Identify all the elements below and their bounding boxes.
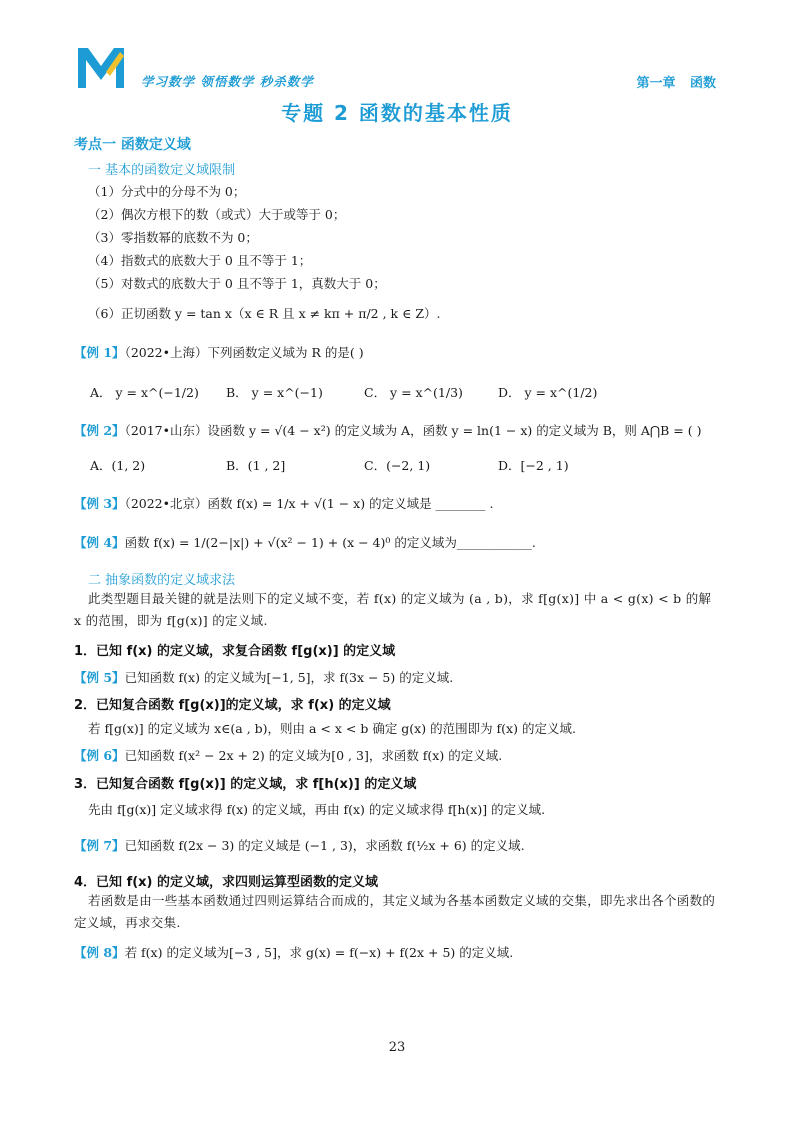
chapter-label: 第一章 函数	[636, 76, 716, 91]
method-paragraph: 先由 f[g(x)] 定义域求得 f(x) 的定义域，再由 f(x) 的定义域求得 f[h(x)] 的定义域.	[88, 802, 546, 817]
example-text: （2022•北京）函数 f(x) = 1/x + √(1 − x) 的定义域是 ________ .	[124, 496, 494, 511]
example-3	[74, 494, 494, 512]
example-text: 已知函数 f(x² − 2x + 2) 的定义域为[0 , 3]，求函数 f(x) 的定义域.	[124, 748, 503, 763]
example-tag: 【例 5】	[74, 670, 125, 685]
method-paragraph: 若 f[g(x)] 的定义域为 x∈(a , b)，则由 a < x < b 确定 g(x) 的范围即为 f(x) 的定义域.	[88, 721, 576, 736]
option-c: C．(−2, 1)	[364, 458, 431, 473]
page-title: 专题 2 函数的基本性质	[281, 101, 513, 125]
example-5	[74, 668, 453, 686]
subsection-heading: 二 抽象函数的定义域求法	[88, 573, 236, 588]
option-c: C． y = x^(1/3)	[364, 385, 463, 400]
method-heading: 3．已知复合函数 f[g(x)] 的定义域，求 f[h(x)] 的定义域	[74, 777, 417, 792]
option-b: B． y = x^(−1)	[226, 385, 323, 400]
example-tag: 【例 4】	[74, 535, 125, 550]
example-text: （2017•山东）设函数 y = √(4 − x²) 的定义域为 A，函数 y = ln(1 − x) 的定义域为 B，则 A⋂B = ( )	[124, 423, 702, 438]
example-tag: 【例 3】	[74, 496, 125, 511]
rule-item: （6）正切函数 y = tan x（x ∈ R 且 x ≠ kπ + π/2 , k ∈ Z）.	[88, 306, 441, 321]
example-tag: 【例 8】	[74, 945, 125, 960]
method-paragraph: 若函数是由一些基本函数通过四则运算结合而成的，其定义域为各基本函数定义域的交集，即先求出各个函数的定义域，再求交集.	[74, 893, 716, 930]
subsection-heading: 一 基本的函数定义域限制	[88, 163, 236, 178]
example-text: 已知函数 f(2x − 3) 的定义域是 (−1 , 3)，求函数 f(½x + 6) 的定义域.	[124, 838, 525, 853]
example-8	[74, 943, 513, 961]
option-b: B．(1 , 2]	[226, 458, 286, 473]
intro-paragraph: 此类型题目最关键的就是法则下的定义域不变，若 f(x) 的定义域为 (a , b)，求 f[g(x)] 中 a < g(x) < b 的解 x 的范围，即为 f[g(x)] 的定义域.	[74, 591, 712, 628]
logo	[76, 44, 126, 90]
example-7	[74, 836, 525, 854]
example-text: 函数 f(x) = 1/(2−|x|) + √(x² − 1) + (x − 4)⁰ 的定义域为____________.	[124, 535, 536, 550]
example-tag: 【例 6】	[74, 748, 125, 763]
example-6	[74, 746, 502, 764]
example-tag: 【例 1】	[74, 345, 125, 360]
option-d: D．[−2 , 1)	[498, 458, 569, 473]
page-number: 23	[388, 1040, 406, 1055]
method-heading: 2．已知复合函数 f[g(x)]的定义域，求 f(x) 的定义域	[74, 698, 391, 713]
rule-item: （1）分式中的分母不为 0；	[88, 184, 246, 199]
rule-item: （4）指数式的底数大于 0 且不等于 1；	[88, 253, 312, 268]
example-tag: 【例 7】	[74, 838, 125, 853]
section-heading: 考点一 函数定义域	[74, 137, 191, 153]
example-4	[74, 533, 536, 551]
example-2	[74, 421, 701, 439]
example-tag: 【例 2】	[74, 423, 125, 438]
slogan: 学习数学 领悟数学 秒杀数学	[141, 74, 314, 89]
method-heading: 1．已知 f(x) 的定义域，求复合函数 f[g(x)] 的定义域	[74, 644, 396, 659]
rule-item: （3）零指数幂的底数不为 0；	[88, 230, 258, 245]
rule-item: （2）偶次方根下的数（或式）大于或等于 0；	[88, 207, 346, 222]
method-heading: 4．已知 f(x) 的定义域，求四则运算型函数的定义域	[74, 875, 379, 890]
example-text: 若 f(x) 的定义域为[−3 , 5]，求 g(x) = f(−x) + f(2x + 5) 的定义域.	[124, 945, 514, 960]
option-d: D． y = x^(1/2)	[498, 385, 598, 400]
option-a: A．(1, 2)	[90, 458, 146, 473]
option-a: A． y = x^(−1/2)	[90, 385, 199, 400]
rule-item: （5）对数式的底数大于 0 且不等于 1，真数大于 0；	[88, 276, 386, 291]
example-1	[74, 343, 364, 361]
example-text: （2022•上海）下列函数定义域为 R 的是( )	[124, 345, 364, 360]
example-text: 已知函数 f(x) 的定义域为[−1, 5]，求 f(3x − 5) 的定义域.	[124, 670, 454, 685]
